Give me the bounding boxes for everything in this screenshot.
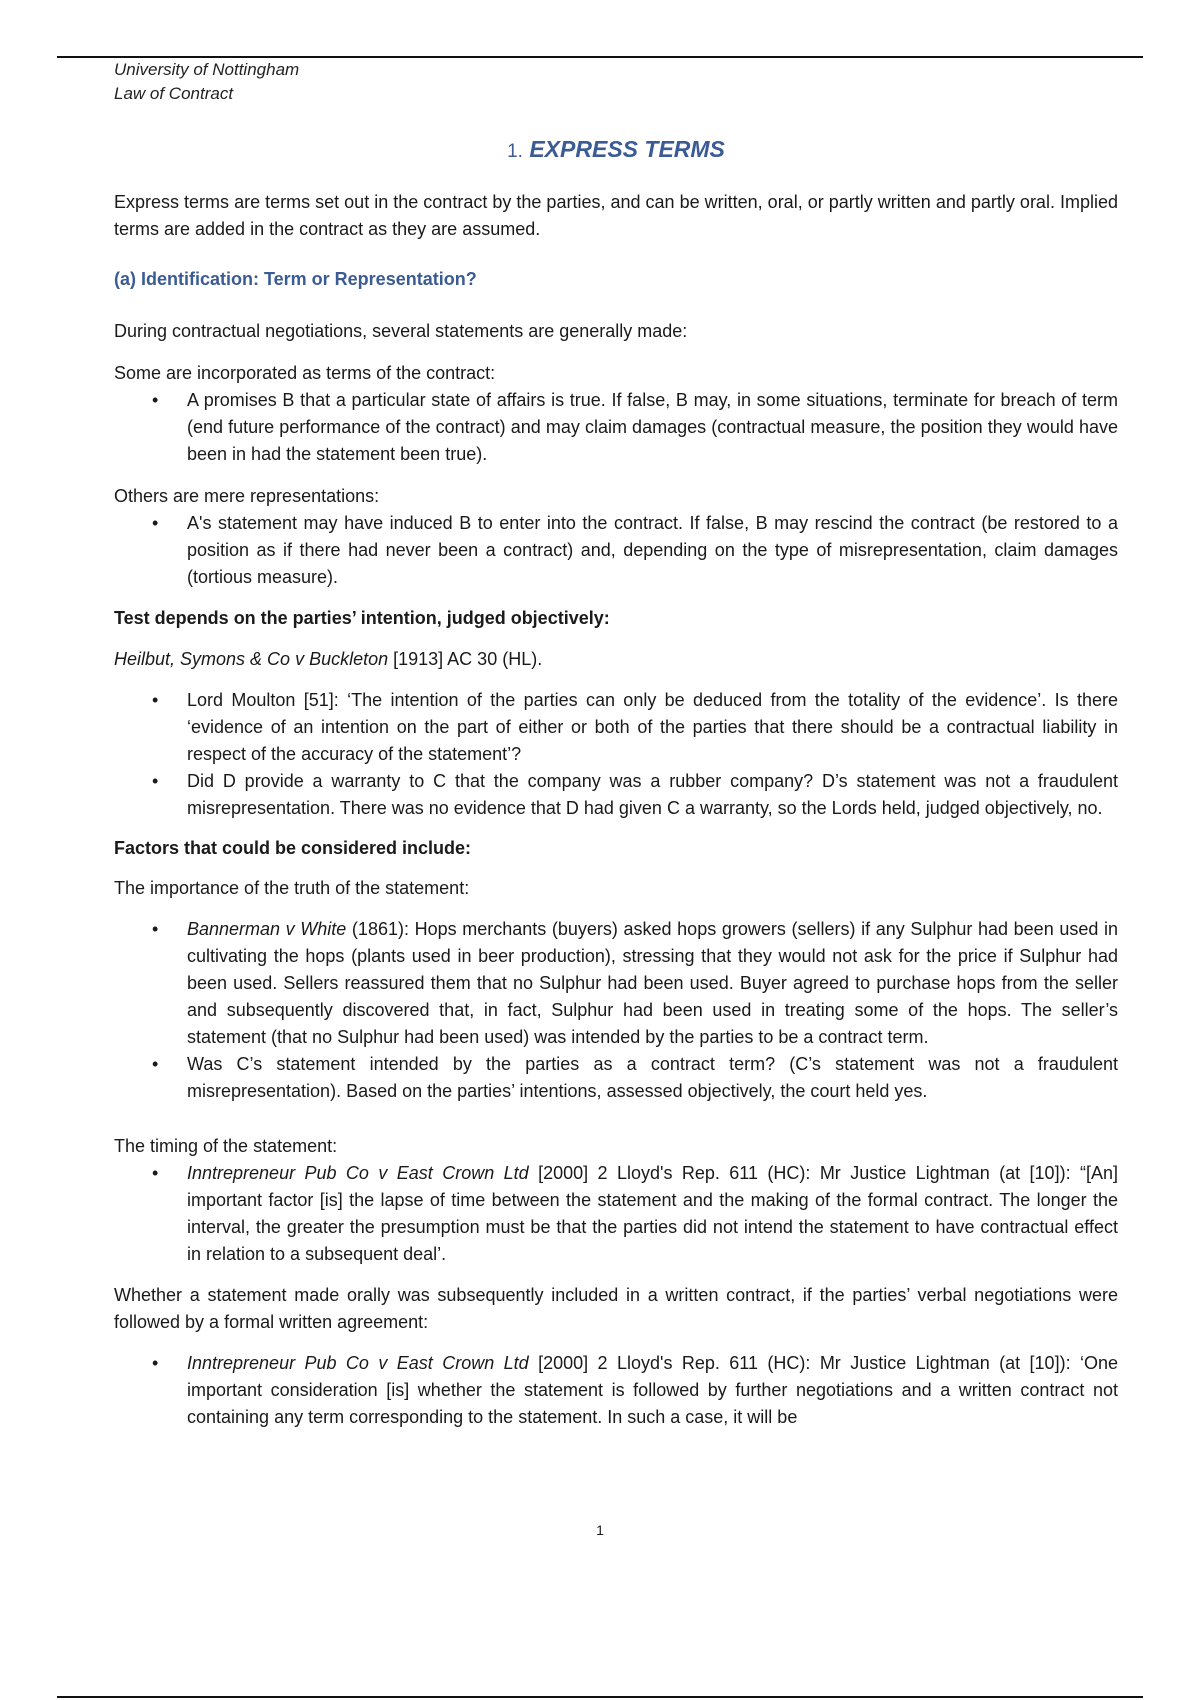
timing-list <box>114 1160 1118 1268</box>
reps-lead: Others are mere representations: <box>114 486 380 506</box>
factors-heading: Factors that could be considered include: <box>114 838 472 858</box>
list-item: • Inntrepreneur Pub Co v East Crown Ltd [2000] 2 Lloyd's Rep. 611 (HC): Mr Justice Lightman (at [10]): ‘One important consideration [is] whether the statement is followed by further negotiations and a written contract not containing any term corresponding to the statement. In such a case, it will be <box>114 1350 1118 1431</box>
timing-lead: The timing of the statement: <box>114 1136 338 1156</box>
importance-list <box>114 916 1118 1105</box>
oral-list <box>114 1350 1118 1431</box>
bullet-icon: • <box>152 1054 159 1074</box>
header-course: Law of Contract <box>114 84 234 103</box>
test-heading: Test depends on the parties’ intention, judged objectively: <box>114 608 610 628</box>
case-name: Inntrepreneur Pub Co v East Crown Ltd <box>187 1353 529 1373</box>
bullet-icon: • <box>152 919 159 939</box>
negotiations-paragraph: During contractual negotiations, several statements are generally made: <box>114 321 688 341</box>
list-item: • A promises B that a particular state of affairs is true. If false, B may, in some situations, terminate for breach of term (end future performance of the contract) and may claim damages (contractual measure, the position they would have been in had the statement been true). <box>114 387 1118 468</box>
terms-lead: Some are incorporated as terms of the contract: <box>114 363 496 383</box>
importance-lead: The importance of the truth of the statement: <box>114 878 470 898</box>
heilbut-citation: Heilbut, Symons & Co v Buckleton [1913] AC 30 (HL). <box>114 649 543 669</box>
reps-list <box>114 510 1118 591</box>
page-title <box>114 134 1118 167</box>
list-item: • A's statement may have induced B to enter into the contract. If false, B may rescind the contract (be restored to a position as if there had never been a contract) and, depending on the type of misrepresentation, claim damages (tortious measure). <box>114 510 1118 591</box>
title-text: EXPRESS TERMS <box>529 136 725 162</box>
heilbut-list <box>114 687 1118 822</box>
bullet-icon: • <box>152 390 159 410</box>
bullet-icon: • <box>152 1353 159 1373</box>
page-number: 1 <box>596 1522 604 1538</box>
bullet-icon: • <box>152 513 159 533</box>
bullet-icon: • <box>152 1163 159 1183</box>
footer-rule <box>57 1696 1143 1698</box>
bullet-icon: • <box>152 690 159 710</box>
list-item: • Did D provide a warranty to C that the company was a rubber company? D’s statement was not a fraudulent misrepresentation. There was no evidence that D had given C a warranty, so the Lords held, judged objectively, no. <box>114 768 1118 822</box>
section-a-heading: (a) Identification: Term or Representation? <box>114 269 477 289</box>
bullet-icon: • <box>152 771 159 791</box>
list-item: • Was C’s statement intended by the parties as a contract term? (C’s statement was not a fraudulent misrepresentation). Based on the parties’ intentions, assessed objectively, the court held yes. <box>114 1051 1118 1105</box>
list-item: • Bannerman v White (1861): Hops merchants (buyers) asked hops growers (sellers) if any Sulphur had been used in cultivating the hops (plants used in beer production), stressing that they would not ask for the price if Sulphur had been used. Sellers reassured them that no Sulphur had been used. Buyer agreed to purchase hops from the seller and subsequently discovered that, in fact, Sulphur had been used in treating some of the hops. The seller’s statement (that no Sulphur had been used) was intended by the parties to be a contract term. <box>114 916 1118 1051</box>
page-content <box>114 58 1118 1431</box>
intro-paragraph: Express terms are terms set out in the contract by the parties, and can be written, oral, or partly written and partly oral. Implied terms are added in the contract as they are assumed. <box>114 192 1118 239</box>
list-item: • Lord Moulton [51]: ‘The intention of the parties can only be deduced from the totality of the evidence’. Is there ‘evidence of an intention on the part of either or both of the parties that there should be a contractual liability in respect of the accuracy of the statement’? <box>114 687 1118 768</box>
title-number: 1. <box>507 141 523 162</box>
terms-list <box>114 387 1118 468</box>
case-name: Inntrepreneur Pub Co v East Crown Ltd <box>187 1163 529 1183</box>
list-item: • Inntrepreneur Pub Co v East Crown Ltd [2000] 2 Lloyd's Rep. 611 (HC): Mr Justice Lightman (at [10]): “[An] important factor [is] the lapse of time between the statement and the making of the formal contract. The longer the interval, the greater the presumption must be that the parties did not intend the statement to have contractual effect in relation to a subsequent deal’. <box>114 1160 1118 1268</box>
header-institution: University of Nottingham <box>114 60 300 79</box>
oral-lead: Whether a statement made orally was subsequently included in a written contract, if the parties’ verbal negotiations were followed by a formal written agreement: <box>114 1285 1118 1332</box>
case-name: Bannerman v White <box>187 919 347 939</box>
case-name: Heilbut, Symons & Co v Buckleton <box>114 649 389 669</box>
